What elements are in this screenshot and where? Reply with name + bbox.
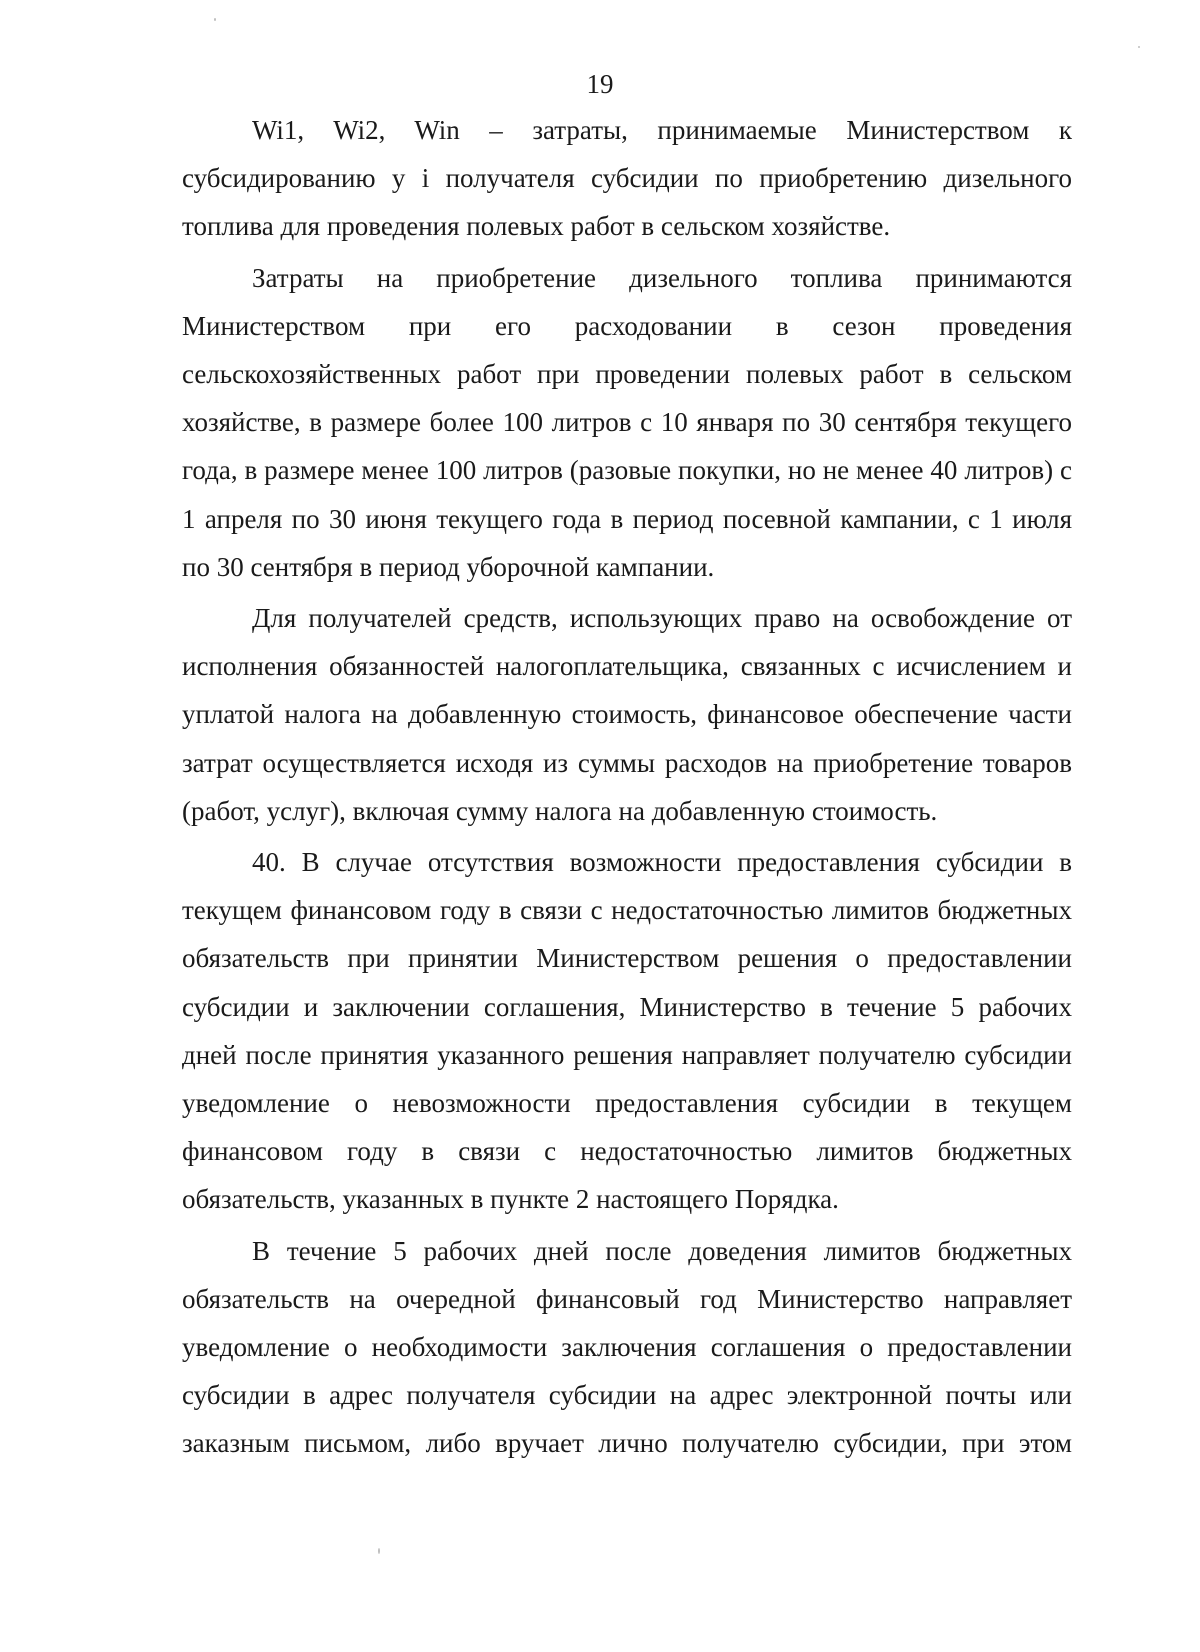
paragraph-fuel-costs: Затраты на приобретение дизельного топлива принимаются Министерством при его расходовании в сезон проведения сельскохозяйственных работ при проведении полевых работ в сельском хозяйстве, в размере более 100 литров с 10 января по 30 сентября текущего года, в размере менее 100 литров (разовые покупки, но не менее 40 литров) с 1 апреля по 30 июня текущего года в период посевной кампании, с 1 июля по 30 сентября в период уборочной кампании.	[182, 262, 1072, 582]
page-number: 19	[586, 69, 614, 99]
paragraph-costs-definition: Wi1, Wi2, Win – затраты, принимаемые Министерством к субсидированию у i получателя субсидии по приобретению дизельного топлива для проведения полевых работ в сельском хозяйстве.	[182, 115, 1072, 242]
paragraph-notification: В течение 5 рабочих дней после доведения лимитов бюджетных обязательств на очередной финансовый год Министерство направляет уведомление о необходимости заключения соглашения о предоставлении субсидии в адрес получателя субсидии на адрес электронной почты или заказным письмом, либо вручает лично получателю субсидии, при этом	[182, 1235, 1072, 1459]
paragraph-vat-exemption: Для получателей средств, использующих право на освобождение от исполнения обязанностей налогоплательщика, связанных с исчислением и уплатой налога на добавленную стоимость, финансовое обеспечение части затрат осуществляется исходя из суммы расходов на приобретение товаров (работ, услуг), включая сумму налога на добавленную стоимость.	[182, 603, 1072, 826]
document-body	[182, 106, 1072, 1471]
scan-speck	[378, 1548, 380, 1554]
scan-speck	[214, 18, 216, 21]
scan-speck	[1138, 46, 1140, 48]
paragraph-item-40: 40. В случае отсутствия возможности предоставления субсидии в текущем финансовом году в связи с недостаточностью лимитов бюджетных обязательств при принятии Министерством решения о предоставлении субсидии и заключении соглашения, Министерство в течение 5 рабочих дней после принятия указанного решения направляет получателю субсидии уведомление о невозможности предоставления субсидии в текущем финансовом году в связи с недостаточностью лимитов бюджетных обязательств, указанных в пункте 2 настоящего Порядка.	[182, 847, 1072, 1215]
